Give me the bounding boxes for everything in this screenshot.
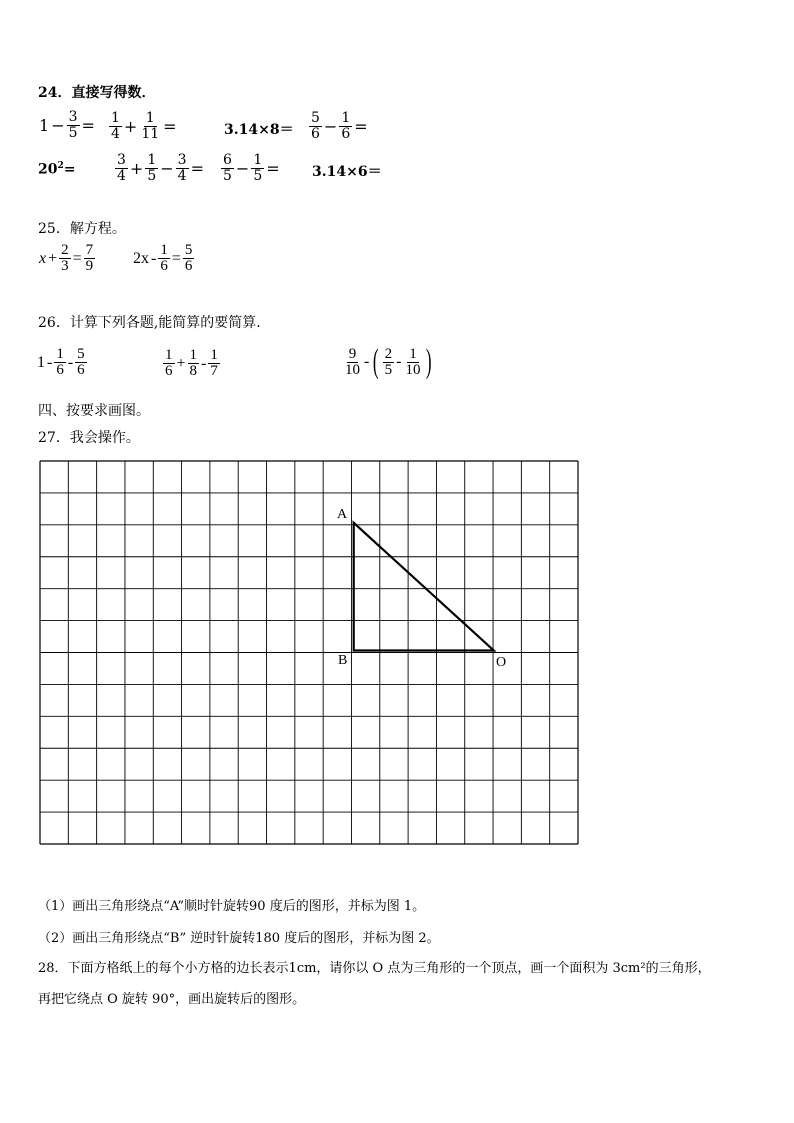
q26-expr-1: 1 - $\frac{1}{6}$ - $\frac{5}{6}$ [37,346,85,378]
q25-title: 25．解方程。 [38,221,126,237]
triangle-ABO [354,523,494,651]
point-label-A: A [337,507,348,522]
q26-title: 26．计算下列各题,能简算的要简算. [38,315,261,331]
q24-r1-b: $\frac{1}{4}$ + $\frac{1}{11}$ = [111,110,177,142]
q24-r1-a: 1 − $\frac{3}{5}$ = [39,109,95,141]
q25-equation-1: x + $\frac{2}{3}$ = $\frac{7}{9}$ [39,242,94,274]
q24-r2-b: $\frac{3}{4}$ + $\frac{1}{5}$ − $\frac{3}{4}$ = [117,152,204,184]
q26-expr-2: $\frac{1}{6}$ + $\frac{1}{8}$ - $\frac{1}{7}$ [165,347,218,379]
q24-r1-d: $\frac{5}{6}$ − $\frac{1}{6}$ = [311,110,368,142]
q24-r2-a: $20^2=$ [38,161,76,178]
q28-line-2: 再把它绕点 O 旋转 90°，画出旋转后的图形。 [38,992,306,1007]
q24-r2-c: $\frac{6}{5}$ − $\frac{1}{5}$ = [223,152,280,184]
q27-instruction-2: （2）画出三角形绕点“B” 逆时针旋转180 度后的图形，并标为图 2。 [38,931,440,946]
q27-title: 27．我会操作。 [38,430,140,446]
section-heading: 四、按要求画图。 [38,403,150,419]
q24-r2-d: 3.14×6＝ [312,164,382,180]
point-label-B: B [338,653,348,668]
q24-title: 24．直接写得数． [38,85,156,101]
point-label-O: O [496,655,507,670]
q27-grid [38,459,582,877]
q28-line-1: 28．下面方格纸上的每个小方格的边长表示1cm，请你以 O 点为三角形的一个顶点，画一个面积为 3cm²的三角形， [38,961,711,976]
grid-lines [40,461,578,844]
q24-r1-c: 3.14×8＝ [224,122,294,138]
q27-instruction-1: （1）画出三角形绕点“A”顺时针旋转90 度后的图形，并标为图 1。 [38,899,426,914]
q26-expr-3: $\frac{9}{10}$ - ( $\frac{2}{5}$ - $\frac{1}{10}$ ) [345,343,432,380]
q25-equation-2: 2x - $\frac{1}{6}$ = $\frac{5}{6}$ [133,242,193,274]
